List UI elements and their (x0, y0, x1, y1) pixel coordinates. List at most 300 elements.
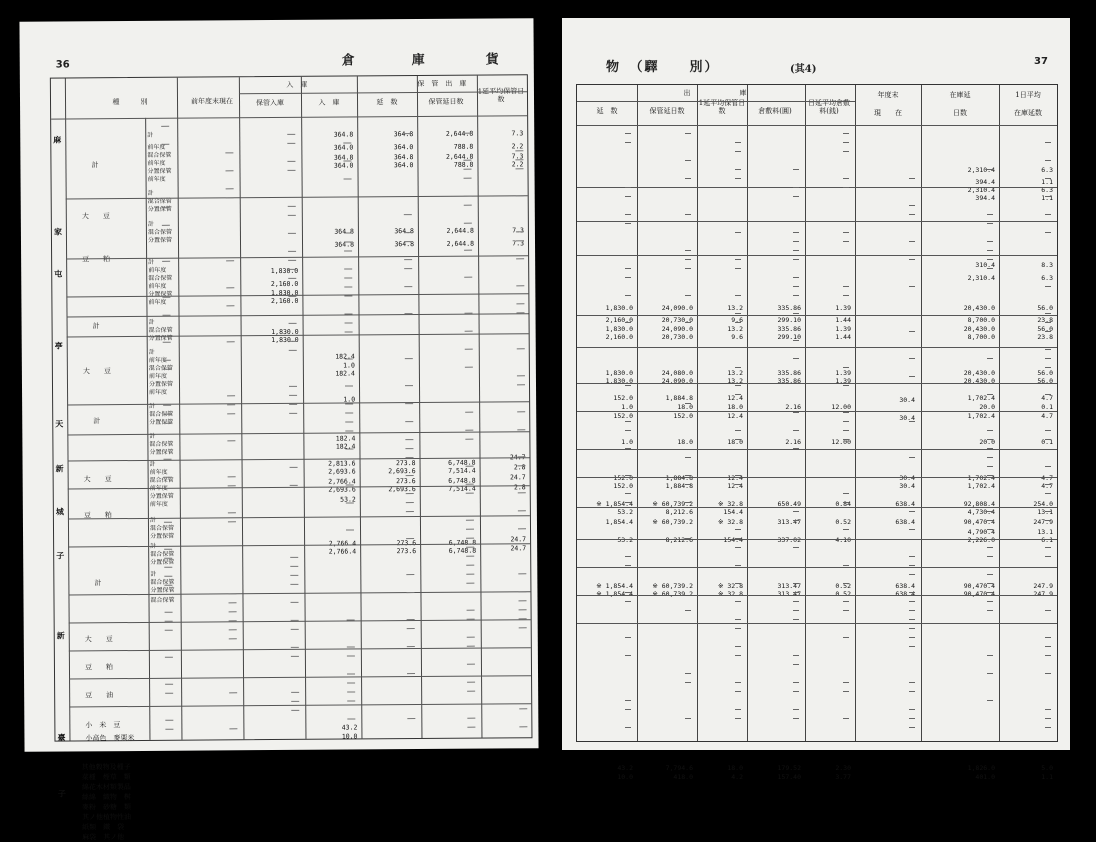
right-empty-dash (685, 673, 691, 674)
right-empty-dash (909, 592, 915, 593)
left-sub-label: 混合保管 (150, 578, 175, 586)
left-value-cell: 7,514.4 (448, 466, 476, 475)
left-value-cell: 24.7 (510, 535, 527, 544)
header-keep-days: 保管延日数 (428, 97, 464, 106)
right-value-cell: 157.40 (777, 773, 801, 781)
left-empty-dash (464, 223, 472, 224)
left-empty-dash (347, 673, 355, 674)
right-empty-dash (987, 673, 993, 674)
left-empty-dash (515, 168, 523, 169)
right-empty-dash (987, 655, 993, 656)
left-station-label: 新 (56, 630, 65, 641)
left-sub-label: 混合保管 (148, 274, 173, 282)
left-empty-dash (518, 510, 526, 511)
right-value-cell: 2.16 (785, 403, 801, 411)
right-value-cell: 1,830.0 (605, 325, 633, 333)
right-value-cell: 20,430.0 (963, 325, 995, 333)
left-value-cell: 182.4 (335, 352, 355, 361)
right-empty-dash (909, 718, 915, 719)
left-value-cell: 2,160.0 (270, 279, 299, 289)
left-sub-label: 計 (150, 570, 157, 578)
right-empty-dash (909, 574, 915, 575)
right-empty-dash (625, 493, 631, 494)
left-empty-dash (288, 260, 296, 261)
header-stock: 在庫延 (949, 91, 971, 99)
left-empty-dash (288, 269, 296, 270)
left-empty-dash (344, 277, 352, 278)
header-storage-fee: 倉敷料(圓) (758, 107, 792, 115)
right-empty-dash (843, 637, 849, 638)
left-category-label: 其他穀物及種子 (81, 763, 131, 772)
right-col-rule (921, 85, 922, 741)
right-row-rule (577, 595, 1057, 596)
left-empty-dash (404, 241, 412, 242)
left-empty-dash (467, 646, 475, 647)
left-value-cell: 2,644.8 (446, 239, 475, 248)
right-empty-dash (735, 367, 741, 368)
right-empty-dash (1045, 646, 1051, 647)
right-value-cell: 12.4 (727, 394, 743, 402)
right-empty-dash (843, 421, 849, 422)
right-empty-dash (685, 133, 691, 134)
right-value-cell: 20.0 (979, 438, 995, 446)
right-empty-dash (793, 250, 799, 251)
right-value-cell: 313.47 (777, 590, 801, 598)
left-sub-label: 分置保管 (147, 236, 173, 244)
right-empty-dash (625, 187, 631, 188)
left-empty-dash (164, 558, 172, 559)
left-value-cell: 364.0 (333, 161, 354, 170)
left-empty-dash (229, 602, 237, 603)
right-empty-dash (909, 259, 915, 260)
left-empty-dash (287, 134, 295, 135)
left-row-rule (69, 619, 531, 623)
right-value-cell: 1.44 (835, 316, 851, 324)
right-empty-dash (843, 718, 849, 719)
right-empty-dash (793, 448, 799, 449)
right-value-cell: 56.0 (1037, 325, 1053, 333)
right-value-cell: 313.47 (777, 518, 801, 526)
left-empty-dash (519, 726, 527, 727)
left-empty-dash (407, 619, 415, 620)
right-empty-dash (793, 619, 799, 620)
left-empty-dash (229, 692, 237, 693)
left-station-label: 亭 (54, 340, 63, 351)
left-empty-dash (516, 285, 524, 286)
header-keep-out-group: 保 管 出 庫 (417, 79, 467, 89)
left-value-cell: 364.0 (393, 143, 414, 152)
right-value-cell: ※ 1,854.4 (596, 590, 633, 598)
right-value-cell: 4.7 (1041, 394, 1053, 402)
left-empty-dash (465, 430, 473, 431)
left-category-label: 絲綿 織物 桝 (81, 793, 131, 802)
left-empty-dash (519, 600, 527, 601)
right-empty-dash (793, 709, 799, 710)
right-empty-dash (735, 538, 741, 539)
left-sub-label: 分置保管 (149, 418, 174, 426)
left-value-cell: 788.8 (453, 142, 474, 151)
right-value-cell: 12.4 (727, 482, 743, 490)
left-empty-dash (345, 358, 353, 359)
right-empty-dash (735, 322, 741, 323)
right-empty-dash (735, 691, 741, 692)
left-sub-label: 計 (147, 189, 154, 197)
left-empty-dash (164, 585, 172, 586)
right-row-rule (577, 383, 1057, 384)
right-value-cell: 9.6 (731, 333, 743, 341)
left-value-cell: 1,830.0 (271, 335, 299, 345)
left-category-label: 麥粉 砂糖 類 (81, 803, 131, 812)
left-sub-label: 分置保管 (147, 167, 172, 175)
left-empty-dash (226, 305, 234, 306)
right-empty-dash (843, 583, 849, 584)
right-row-rule (577, 539, 1057, 540)
right-empty-dash (1045, 232, 1051, 233)
right-empty-dash (685, 178, 691, 179)
left-col-rule (65, 78, 71, 740)
left-empty-dash (165, 684, 173, 685)
left-row-rule (68, 515, 530, 519)
right-empty-dash (735, 394, 741, 395)
left-value-cell: 2,160.0 (270, 296, 299, 306)
right-empty-dash (735, 142, 741, 143)
header-days: 日数 (953, 109, 967, 117)
header-in: 入 庫 (318, 98, 340, 107)
right-value-cell: 1.44 (835, 333, 851, 341)
left-empty-dash (291, 701, 299, 702)
right-empty-dash (909, 205, 915, 206)
left-empty-dash (516, 303, 524, 304)
right-row-rule (577, 623, 1057, 624)
right-value-cell: 56.0 (1037, 377, 1053, 385)
left-empty-dash (347, 691, 355, 692)
left-empty-dash (228, 476, 236, 477)
right-value-cell: 1,702.4 (967, 394, 995, 402)
right-col-rule (855, 85, 856, 741)
right-value-cell: 650.49 (777, 500, 801, 508)
right-value-cell: 4,790.4 (967, 528, 995, 536)
right-empty-dash (843, 682, 849, 683)
right-empty-dash (1045, 709, 1051, 710)
right-value-cell: 154.4 (723, 508, 743, 516)
right-value-cell: 638.4 (895, 500, 915, 508)
left-empty-dash (347, 655, 355, 656)
left-value-cell: 2,766.4 (328, 539, 357, 548)
left-empty-dash (466, 565, 474, 566)
left-empty-dash (464, 178, 472, 179)
left-empty-dash (346, 529, 354, 530)
right-empty-dash (625, 709, 631, 710)
right-row-rule (577, 449, 1057, 450)
right-value-cell: 30.4 (899, 414, 915, 422)
left-sub-label: 分置保管 (149, 448, 174, 456)
header-total-right: 延 数 (596, 107, 618, 115)
right-empty-dash (735, 709, 741, 710)
right-value-cell: ※ 32.8 (717, 518, 743, 526)
left-row-rule (69, 703, 531, 707)
right-empty-dash (735, 475, 741, 476)
right-empty-dash (1045, 286, 1051, 287)
right-empty-dash (685, 484, 691, 485)
right-empty-dash (909, 178, 915, 179)
left-empty-dash (404, 214, 412, 215)
left-col-rule (177, 78, 183, 740)
right-empty-dash (793, 520, 799, 521)
left-value-cell: 364.8 (333, 130, 354, 139)
right-value-cell: 335.86 (777, 304, 801, 312)
right-value-cell: 1,702.4 (967, 474, 995, 482)
right-empty-dash (987, 439, 993, 440)
left-sub-label: 前年度 (148, 372, 167, 380)
right-value-cell: 1.39 (835, 377, 851, 385)
right-empty-dash (793, 196, 799, 197)
right-empty-dash (843, 439, 849, 440)
right-empty-dash (793, 340, 799, 341)
left-sub-label: 混合保管 (147, 197, 172, 205)
left-value-cell: 273.6 (396, 547, 417, 556)
left-empty-dash (165, 657, 173, 658)
left-empty-dash (291, 620, 299, 621)
left-sub-label: 混合保管 (149, 410, 174, 418)
right-empty-dash (909, 610, 915, 611)
right-value-cell: 24,090.0 (661, 377, 693, 385)
header-keep-days-right: 保管延日数 (649, 107, 685, 115)
right-value-cell: 13.2 (727, 304, 743, 312)
left-empty-dash (290, 566, 298, 567)
right-value-cell: 2.16 (785, 438, 801, 446)
right-value-cell: 1.0 (621, 438, 633, 446)
left-value-cell: 364.8 (333, 153, 354, 162)
left-category-label: 綿花木材類製品 (81, 783, 131, 792)
left-value-cell: 10.0 (341, 732, 358, 741)
header-total: 延 数 (376, 98, 398, 107)
left-empty-dash (345, 430, 353, 431)
left-empty-dash (466, 556, 474, 557)
right-value-cell: 1,830.0 (605, 377, 633, 385)
left-station-label: 屯 (54, 268, 63, 279)
right-value-cell: 335.86 (777, 377, 801, 385)
left-empty-dash (466, 547, 474, 548)
right-value-cell: 0.52 (835, 582, 851, 590)
right-row-rule (577, 567, 1057, 568)
header-year-end: 年度末 (877, 91, 899, 99)
left-value-cell: 182.4 (335, 442, 356, 451)
right-empty-dash (987, 466, 993, 467)
right-value-cell: 23.8 (1037, 333, 1053, 341)
left-sub-label: 分置保管 (149, 492, 174, 500)
left-empty-dash (164, 459, 172, 460)
left-sub-label: 前年度 (148, 266, 167, 274)
right-value-cell: 6.3 (1041, 274, 1053, 282)
left-sub-label: 分置保管 (150, 586, 175, 594)
right-value-cell: 12.4 (727, 412, 743, 420)
left-empty-dash (519, 627, 527, 628)
right-page-number: 37 (1034, 56, 1048, 67)
left-station-label: 城 (55, 506, 64, 517)
right-empty-dash (1045, 142, 1051, 143)
left-sub-label: 計 (149, 460, 156, 468)
left-empty-dash (162, 225, 170, 226)
right-empty-dash (843, 502, 849, 503)
left-empty-dash (290, 467, 298, 468)
right-value-cell: ※ 1,854.4 (596, 582, 633, 590)
right-empty-dash (1045, 547, 1051, 548)
right-value-cell: 1,830.0 (605, 304, 633, 312)
left-empty-dash (229, 629, 237, 630)
left-empty-dash (467, 619, 475, 620)
right-value-cell: 0.1 (1041, 403, 1053, 411)
right-empty-dash (1045, 358, 1051, 359)
right-empty-dash (685, 502, 691, 503)
left-value-cell: 364.8 (393, 153, 414, 162)
left-sub-label: 分置保管 (148, 334, 173, 342)
left-value-cell: 2.8 (513, 483, 526, 492)
left-empty-dash (405, 421, 413, 422)
left-sub-label: 混合保管 (150, 596, 175, 604)
left-empty-dash (404, 232, 412, 233)
left-value-cell: 2,644.8 (445, 152, 474, 161)
right-value-cell: 90,470.4 (963, 518, 995, 526)
left-empty-dash (164, 549, 172, 550)
right-value-cell: ※ 60,739.2 (652, 582, 693, 590)
right-empty-dash (735, 565, 741, 566)
left-empty-dash (291, 602, 299, 603)
right-value-cell: 179.52 (777, 764, 801, 772)
left-empty-dash (406, 475, 414, 476)
right-value-cell: 20,430.0 (963, 304, 995, 312)
left-col-rule (239, 77, 245, 739)
left-empty-dash (516, 231, 524, 232)
left-empty-dash (465, 412, 473, 413)
header-avg-fee: 日延平均倉敷料(銭) (808, 99, 850, 115)
right-empty-dash (1045, 556, 1051, 557)
right-value-cell: 8,700.0 (967, 316, 995, 324)
right-value-cell: 8,212.6 (665, 508, 693, 516)
right-value-cell: 4.10 (835, 536, 851, 544)
right-value-cell: 1.1 (1041, 178, 1053, 186)
left-value-cell: 2,693.6 (328, 467, 356, 476)
left-category-label: 其ノ他植物性油 (81, 813, 132, 822)
right-value-cell: 0.52 (835, 518, 851, 526)
left-empty-dash (164, 522, 172, 523)
right-value-cell: 1,702.4 (967, 482, 995, 490)
left-empty-dash (464, 205, 472, 206)
right-empty-dash (685, 250, 691, 251)
right-value-cell: 8.3 (1041, 261, 1053, 269)
left-row-rule (69, 675, 531, 679)
left-empty-dash (164, 576, 172, 577)
left-empty-dash (516, 195, 524, 196)
left-empty-dash (517, 411, 525, 412)
right-empty-dash (735, 682, 741, 683)
right-value-cell: 56.0 (1037, 369, 1053, 377)
header-daily-avg: 1日平均 (1015, 91, 1041, 99)
right-empty-dash (909, 286, 915, 287)
left-empty-dash (163, 360, 171, 361)
left-empty-dash (291, 656, 299, 657)
left-empty-dash (517, 348, 525, 349)
right-value-cell: 12.4 (727, 474, 743, 482)
left-empty-dash (288, 215, 296, 216)
right-empty-dash (1045, 439, 1051, 440)
right-value-cell: ※ 32.8 (717, 582, 743, 590)
left-sub-label: 計 (149, 432, 156, 440)
right-empty-dash (1045, 178, 1051, 179)
left-empty-dash (347, 718, 355, 719)
right-value-cell: 1.39 (835, 304, 851, 312)
left-empty-dash (227, 404, 235, 405)
left-value-cell: 24.7 (509, 473, 526, 482)
right-value-cell: 6.3 (1041, 186, 1053, 194)
right-title: 物 （驛 別） (606, 60, 720, 75)
right-value-cell: 1,884.8 (665, 474, 693, 482)
right-value-cell: 1,702.4 (967, 412, 995, 420)
left-empty-dash (466, 493, 474, 494)
right-empty-dash (793, 430, 799, 431)
right-value-cell: 247.9 (1033, 582, 1053, 590)
right-value-cell: 8,700.0 (967, 333, 995, 341)
right-empty-dash (987, 511, 993, 512)
left-empty-dash (515, 150, 523, 151)
right-empty-dash (987, 250, 993, 251)
right-col-rule (697, 85, 698, 741)
left-page-number: 36 (55, 59, 70, 71)
right-empty-dash (843, 610, 849, 611)
right-row-rule (577, 477, 1057, 478)
left-sub-label: 計 (150, 542, 157, 550)
left-value-cell: 7.3 (511, 129, 524, 138)
right-empty-dash (909, 421, 915, 422)
left-value-cell: 364.0 (393, 161, 414, 170)
right-value-cell: 313.47 (777, 582, 801, 590)
right-value-cell: 154.4 (723, 536, 743, 544)
right-empty-dash (793, 169, 799, 170)
right-empty-dash (843, 178, 849, 179)
right-empty-dash (909, 556, 915, 557)
left-value-cell: 7,514.4 (448, 484, 476, 493)
right-empty-dash (987, 700, 993, 701)
right-empty-dash (625, 502, 631, 503)
left-value-cell: 6,748.8 (448, 476, 476, 485)
left-empty-dash (345, 403, 353, 404)
left-header-bottom (51, 115, 527, 119)
left-value-cell: 273.8 (395, 459, 416, 468)
left-value-cell: 1,830.0 (270, 266, 299, 276)
left-empty-dash (346, 484, 354, 485)
right-empty-dash (793, 592, 799, 593)
right-empty-dash (909, 331, 915, 332)
right-value-cell: 4.2 (731, 773, 743, 781)
left-empty-dash (519, 618, 527, 619)
right-col-rule (999, 85, 1000, 741)
right-value-cell: 18.0 (677, 403, 693, 411)
left-empty-dash (345, 322, 353, 323)
right-empty-dash (1045, 430, 1051, 431)
right-title-suffix: (其4) (790, 64, 817, 75)
right-value-cell: 12.00 (831, 438, 851, 446)
left-empty-dash (290, 575, 298, 576)
right-value-cell: 254.0 (1033, 500, 1053, 508)
right-col-rule (747, 85, 748, 741)
left-sub-label: 前年度 (147, 175, 166, 183)
right-empty-dash (909, 565, 915, 566)
left-empty-dash (516, 258, 524, 259)
left-value-cell: 2,813.6 (328, 459, 356, 468)
left-category-label: 計 (92, 322, 100, 331)
right-value-cell: 24,080.0 (661, 369, 693, 377)
right-empty-dash (987, 556, 993, 557)
right-empty-dash (987, 520, 993, 521)
